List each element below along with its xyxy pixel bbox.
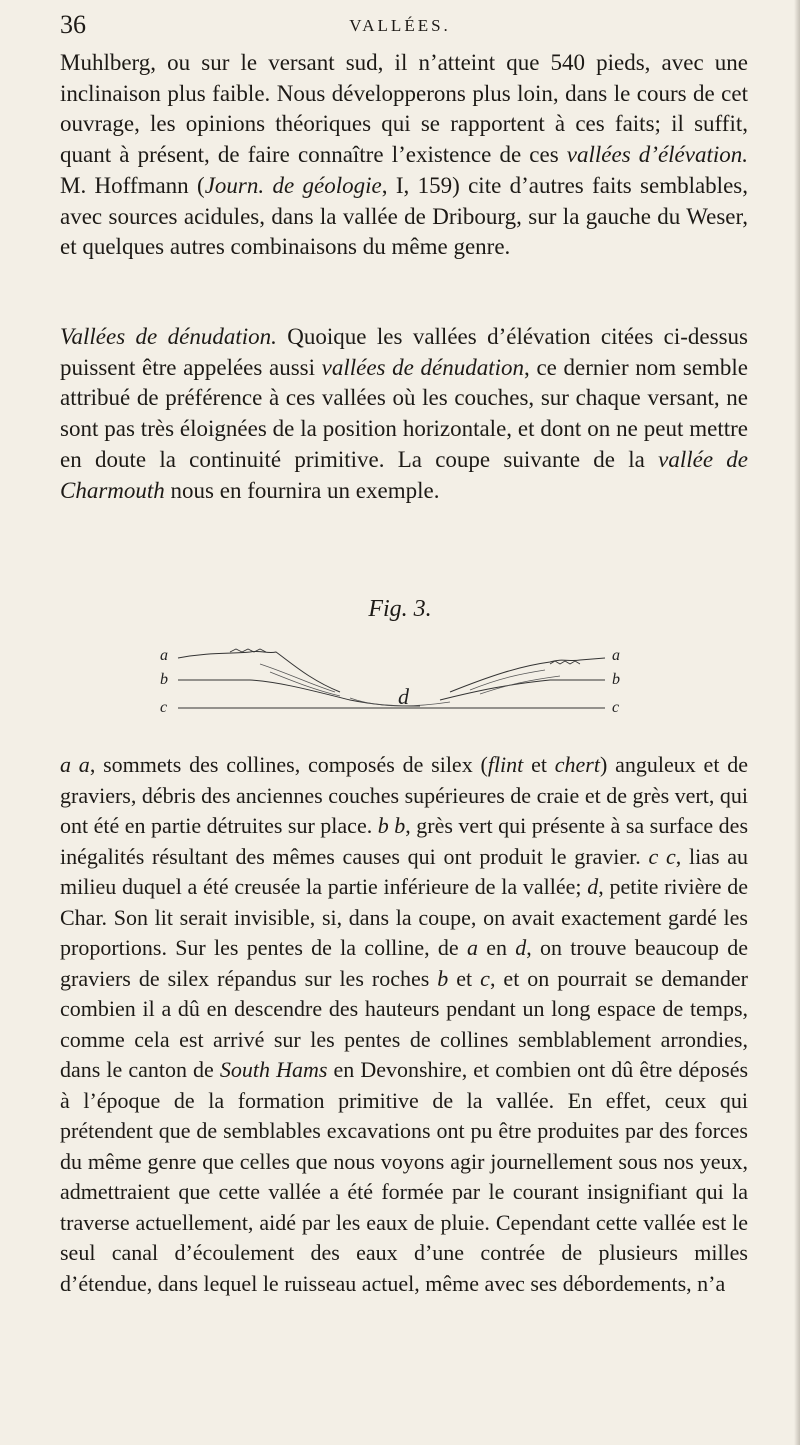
text-run: en	[477, 935, 516, 960]
stratum-a-right	[450, 658, 605, 692]
place-name: South Hams	[219, 1057, 328, 1082]
text-run: Muhlberg, ou sur le versant sud, il n’atteint que 540 pieds, avec une inclinaison plus faible. Nous développerons plus loin, dans le cours de cet ouvrage, les opinions théoriques qui se rapportent à ces faits; il suffit, quant à présent, de faire connaître l’existence de ces	[60, 50, 748, 168]
caption-key: flint	[487, 752, 524, 777]
label-c-left: c	[160, 699, 168, 716]
label-b-right: b	[612, 671, 620, 688]
label-a-right: a	[612, 647, 620, 664]
label-c-right: c	[612, 699, 620, 716]
text-run: ) anguleux et de graviers, débris des anciennes couches supérieures de craie et de grès vert, qui ont été en partie détruites sur place.	[60, 752, 749, 838]
caption-key: d	[515, 935, 527, 960]
text-run: , sommets des collines, composés de silex (	[89, 752, 488, 777]
journal-citation: Journ. de géologie	[204, 172, 382, 198]
text-run: , petite rivière de Char. Son lit serait invisible, si, dans la coupe, on avait exactement gardé les proportions. Sur les pentes de la colline, de	[60, 874, 748, 960]
caption-key: a a	[60, 752, 90, 777]
paragraph-elevation-valleys	[60, 48, 748, 263]
caption-key: b b	[377, 813, 406, 838]
stratum-b-right	[440, 680, 605, 700]
section-heading: Vallées de dénudation.	[60, 324, 277, 349]
caption-key: c	[480, 965, 490, 991]
text-run: , et on pourrait se demander combien il a dû en descendre des hauteurs pendant un long espace de temps, comme cela est arrivé sur les pentes de collines semblablement arrondies, dans le canton de	[60, 965, 748, 1082]
text-run: Quoique les vallées d’élévation citées ci-dessus puissent être appelées aussi	[60, 324, 748, 380]
text-run: M. Hoffmann (	[60, 172, 205, 198]
gravier-hatch-right	[550, 661, 580, 664]
paragraph-denudation-valleys	[60, 322, 748, 506]
caption-key: c c	[648, 843, 676, 869]
italic-term: vallée de Charmouth	[60, 446, 748, 503]
text-run: , lias au milieu duquel a été creusée la partie inférieure de la vallée;	[60, 843, 748, 899]
slope-lines-left	[260, 664, 340, 696]
page-header	[60, 10, 740, 50]
charmouth-valley-section-figure	[150, 640, 630, 730]
caption-key: chert	[554, 752, 600, 777]
page-number: 36	[60, 10, 86, 39]
text-run: et	[448, 965, 481, 991]
text-run: en Devonshire, et combien ont dû être déposés à l’époque de la formation primitive de la vallée. En effet, ceux qui prétendent que de semblables excavations ont pu être produites par des forces du même genre que celles que nous voyons agir journellement sous nos yeux, admettraient que cette vallée a été formée par le courant insignifiant qui la traverse actuellement, aidé par les eaux de pluie. Cependant cette vallée est le seul canal d’écoulement des eaux d’une contrée de plusieurs milles d’étendue, dans lequel le ruisseau actuel, même avec ses débordements, n’a	[60, 1057, 749, 1296]
label-a-left: a	[160, 647, 168, 664]
text-run: nous en fournira un exemple.	[164, 477, 440, 503]
text-run: , I, 159) cite d’autres faits semblables, avec sources acidules, dans la vallée de Dribourg, sur la gauche du Weser, et quelques autres combinaisons du même genre.	[60, 172, 748, 260]
running-head: VALLÉES.	[349, 16, 451, 35]
text-run: , grès vert qui présente à sa surface des inégalités résultant des mêmes causes qui ont produit le gravier.	[60, 813, 748, 869]
label-d-river: d	[398, 684, 409, 709]
caption-key: a	[466, 935, 478, 960]
text-run: , on trouve beaucoup de graviers de silex répandus sur les roches	[60, 935, 749, 991]
page-edge-shadow	[794, 0, 800, 1445]
italic-term: vallées de dénudation	[321, 354, 525, 380]
text-run: et	[523, 752, 555, 777]
label-b-left: b	[160, 671, 168, 688]
stratum-a-left	[178, 651, 340, 692]
italic-term: vallées d’élévation.	[566, 142, 748, 168]
figure-caption	[60, 750, 748, 1299]
stratum-b-left	[178, 680, 420, 706]
figure-title: Fig. 3.	[368, 596, 432, 622]
text-run: , ce dernier nom semble attribué de préférence à ces vallées où les couches, sur chaque versant, ne sont pas très éloignées de la position horizontale, et dont on ne peut mettre en doute la continuité primitive. La coupe suivante de la	[60, 354, 748, 472]
caption-key: b	[437, 965, 449, 991]
caption-key: d	[587, 874, 599, 899]
